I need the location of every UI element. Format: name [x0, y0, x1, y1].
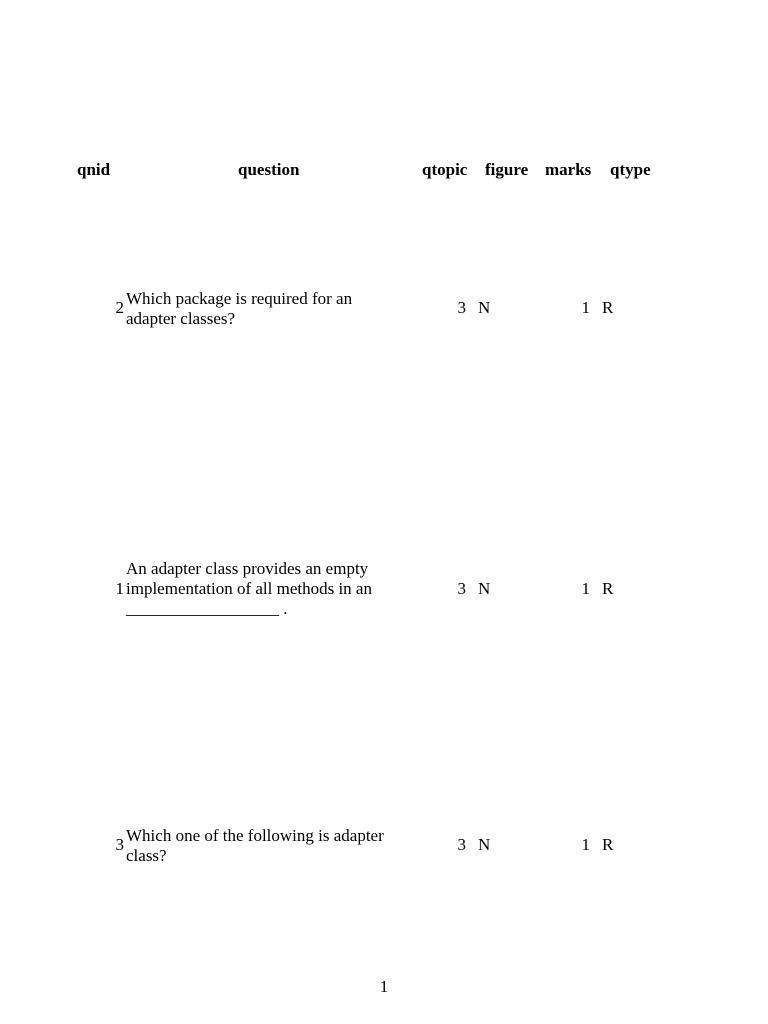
cell-question [126, 559, 406, 619]
cell-qnid: 1 [115, 579, 124, 598]
cell-figure: N [478, 298, 491, 317]
cell-qtype: R [602, 835, 614, 854]
question-line: Which package is required for an [126, 289, 353, 308]
cell-marks: 1 [581, 298, 590, 317]
table-row [0, 826, 768, 866]
question-line: implementation of all methods in an [126, 579, 372, 598]
question-line: class? [126, 846, 167, 865]
cell-qtopic: 3 [457, 298, 466, 317]
cell-marks: 1 [581, 835, 590, 854]
cell-question [126, 289, 406, 329]
cell-qtopic: 3 [457, 835, 466, 854]
cell-figure: N [478, 835, 491, 854]
cell-question [126, 826, 406, 866]
question-line: adapter classes? [126, 309, 236, 328]
question-line: __________________ . [126, 599, 288, 618]
table-row [0, 289, 768, 329]
header-qtype: qtype [610, 160, 651, 179]
header-qnid: qnid [77, 160, 111, 179]
header-question: question [238, 160, 300, 179]
cell-qtype: R [602, 579, 614, 598]
cell-qnid: 2 [115, 298, 124, 317]
header-figure: figure [485, 160, 529, 179]
question-line: An adapter class provides an empty [126, 559, 369, 578]
cell-marks: 1 [581, 579, 590, 598]
page-number: 1 [379, 977, 389, 996]
question-line: Which one of the following is adapter [126, 826, 384, 845]
table-row [0, 559, 768, 619]
cell-qtopic: 3 [457, 579, 466, 598]
header-marks: marks [545, 160, 592, 179]
header-qtopic: qtopic [422, 160, 468, 179]
cell-qnid: 3 [115, 835, 124, 854]
cell-figure: N [478, 579, 491, 598]
cell-qtype: R [602, 298, 614, 317]
